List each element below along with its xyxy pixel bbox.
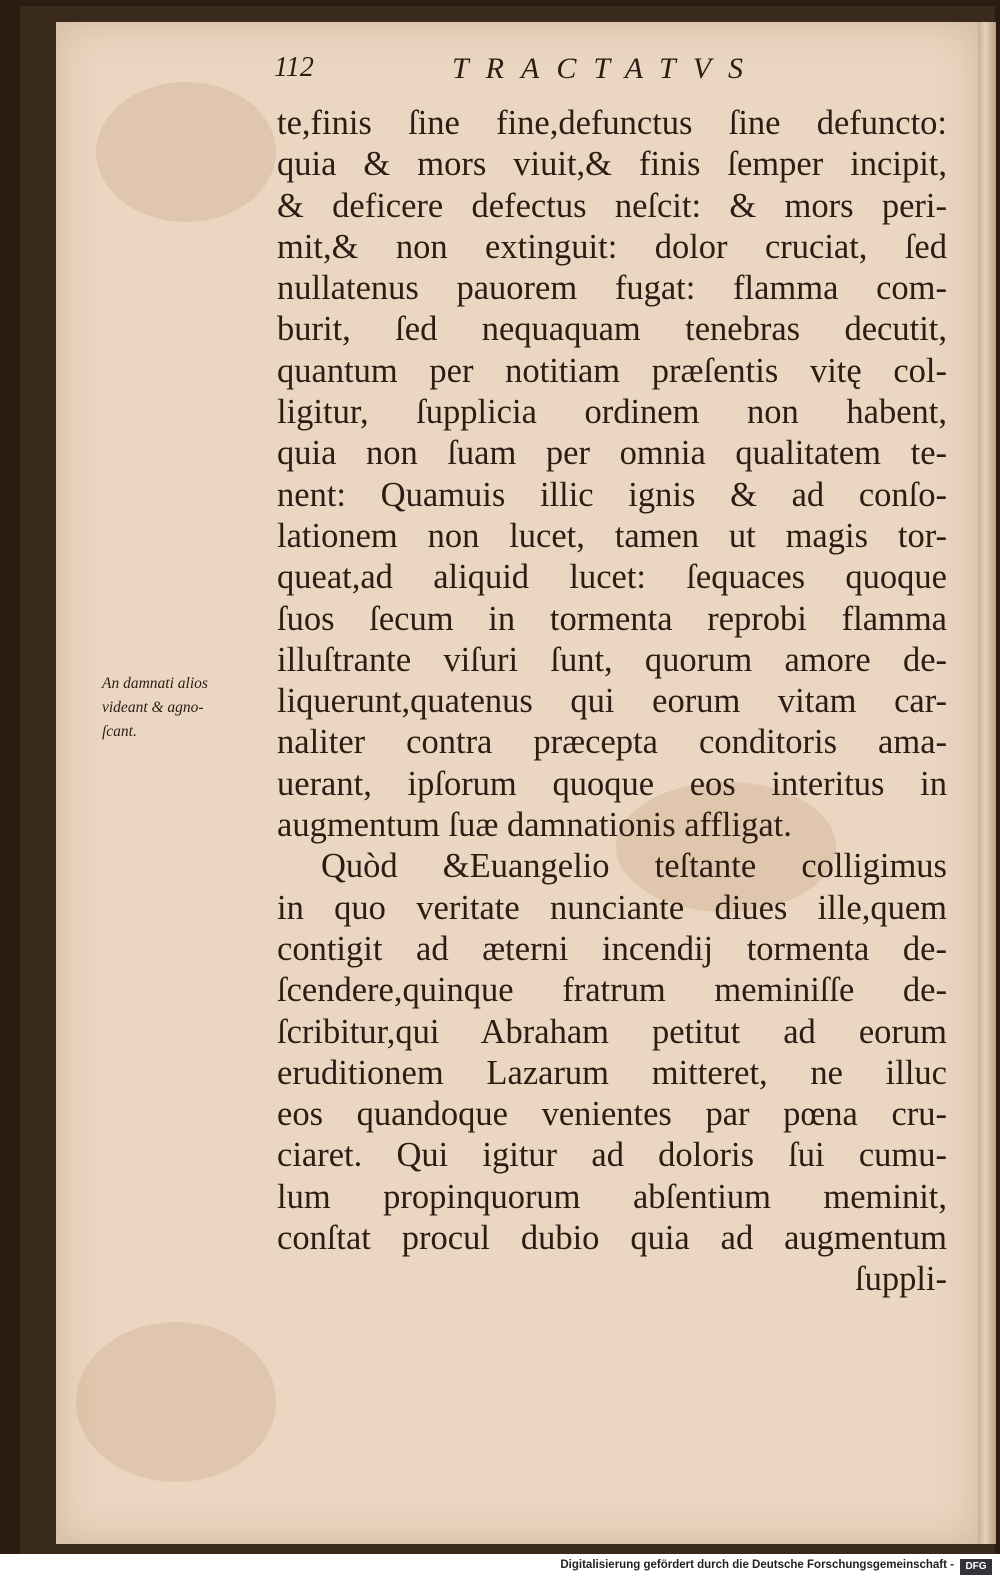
text-line: liquerunt,quatenus qui eorum vitam car- — [277, 682, 947, 721]
dfg-logo-icon: DFG — [960, 1559, 992, 1575]
text-line: naliter contra præcepta conditoris ama- — [277, 723, 947, 762]
text-line: burit, ſed nequaquam tenebras decutit, — [277, 310, 947, 349]
running-title: TRACTATVS — [452, 52, 761, 85]
text-line: nullatenus pauorem fugat: flamma com- — [277, 269, 947, 308]
running-head — [0, 52, 1000, 92]
digitization-footer — [0, 1554, 1000, 1582]
text-line: eos quandoque venientes par pœna cru- — [277, 1095, 947, 1134]
text-line: augmentum ſuæ damnationis affligat. — [277, 806, 792, 845]
marginal-note-line: videant & agno- — [102, 699, 204, 716]
text-line: quia non ſuam per omnia qualitatem te- — [277, 434, 947, 473]
text-line: ſcendere,quinque fratrum meminiſſe de- — [277, 971, 947, 1010]
text-line: quantum per notitiam præſentis vitę col- — [277, 351, 947, 390]
text-line: lationem non lucet, tamen ut magis tor- — [277, 516, 947, 555]
text-line: quia & mors viuit,& finis ſemper incipit, — [277, 145, 947, 184]
text-line: lum propinquorum abſentium meminit, — [277, 1177, 947, 1216]
funding-credit: Digitalisierung gefördert durch die Deutsche Forschungsgemeinschaft - — [560, 1559, 954, 1571]
text-line: nent: Quamuis illic ignis & ad conſo- — [277, 475, 947, 514]
text-line: ſuos ſecum in tormenta reprobi flamma — [277, 599, 947, 638]
marginal-note-line: ſcant. — [102, 723, 137, 740]
marginal-note-line: An damnati alios — [102, 675, 208, 692]
text-line: uerant, ipſorum quoque eos interitus in — [277, 764, 947, 803]
catchword: ſuppli- — [855, 1260, 947, 1299]
text-line: mit,& non extinguit: dolor cruciat, ſed — [277, 227, 947, 266]
text-line: contigit ad æterni incendij tormenta de- — [277, 929, 947, 968]
text-line: ligitur, ſupplicia ordinem non habent, — [277, 393, 947, 432]
text-line: Quòd &Euangelio teſtante colligimus — [321, 847, 947, 886]
text-line: ſcribitur,qui Abraham petitut ad eorum — [277, 1012, 947, 1051]
body-text — [277, 103, 947, 1301]
text-line: ciaret. Qui igitur ad doloris ſui cumu- — [277, 1136, 947, 1175]
text-line: conſtat procul dubio quia ad augmentum — [277, 1219, 947, 1258]
text-line: illuſtrante viſuri ſunt, quorum amore de- — [277, 640, 947, 679]
marginal-note — [102, 672, 270, 744]
text-line: eruditionem Lazarum mitteret, ne illuc — [277, 1053, 947, 1092]
page-edge — [978, 22, 996, 1544]
text-line: & deficere defectus neſcit: & mors peri- — [277, 186, 947, 225]
paper-stain — [76, 1322, 276, 1482]
text-line: in quo veritate nunciante diues ille,quem — [277, 888, 947, 927]
text-line: te,finis ſine fine,defunctus ſine defuncto: — [277, 104, 947, 142]
text-line: queat,ad aliquid lucet: ſequaces quoque — [277, 558, 947, 597]
paper-stain — [96, 82, 276, 222]
page-number: 112 — [274, 52, 314, 83]
